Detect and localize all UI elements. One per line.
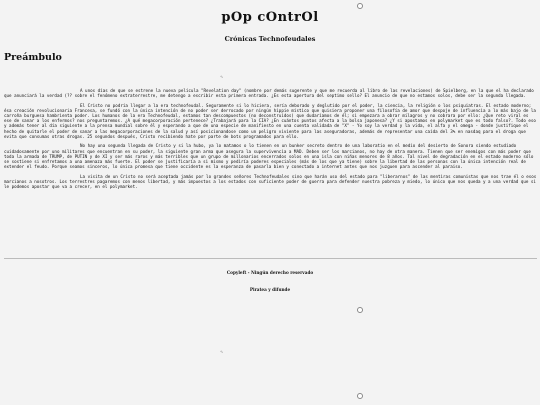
article-body bbox=[4, 88, 537, 194]
decorative-dot-footer bbox=[357, 307, 363, 313]
paragraph-4: La visita de un Cristo no será aceptada jamás por lo grandes señores Technofeudales sino que harán uso del estado para "liberarnos" de las mentiras comunistas que nos trae él o esos marcianos a nosotros. Los terrestres pagaremos con menos libertad, y más impuestos a los estados con suficiente poder de guerra para defender nuestra pobreza y miedo, lo único que nos queda y a una verdad que si le podemos apostar que va a crecer, en el polymarket. bbox=[4, 173, 537, 189]
decorative-mark: ∿ bbox=[220, 74, 224, 79]
decorative-mark-bottom: ∿ bbox=[220, 349, 224, 354]
paragraph-3: No hay una segunda llegada de Cristo y si la hubo, ya lo matamos o lo tienen en un bunker secreto dentro de una laboratio en el medio del desierto de Sonora siendo estudiado cuidadosamente por uno militares que encuentran en su poder, la siguiente gran arma que asegura la supervivencia a MAD. Deben ser los marcianos, no hay de otra manera. Tienen que ser enemigos con más poder que toda la armada de TRUMP, de PUTIN y de XI y ser más raros y más terribles que un grupo de millonarios encerrados solos en una isla con niñas menores de 8 años. Tal nivel de degradación en el estado moderno sólo se sostiene si enfretamos a una amenaza más fuerte. El poder se justificaría a si mismo y pediría poderes especiales (más de los que ya tiene) sobre la libertad de las personas con la única intención real de extender el feudo. Porque seamos sinceros, lo única promesa que tiene occidente es la esperanza de pasarla bien y conectado a internet antes que nos juzguen para ascender al paraiso. bbox=[4, 143, 534, 170]
site-title: pOp cOntrOl bbox=[221, 10, 319, 25]
footer-divider bbox=[4, 258, 537, 259]
footer-tagline: Piratea y difunde bbox=[249, 287, 291, 292]
paragraph-1: A unos días de que se estrene la nueva película "Revelation day" (nombre por demás sugerente y que me recuerda al libro de las revelaciones) de Spielberg, en la que el ha declarado que anunciará la verdad (?? sobre el fenómeno extraterrestre, me detengo a escribir esta primera entrada. ¿Es esta apertura del septimo sello? El anuncio de que no estamos solos, debe ser la segunda llegada. bbox=[4, 88, 534, 99]
site-subtitle: Crónicas Technofeudales bbox=[224, 35, 316, 43]
decorative-dot-bottom bbox=[357, 393, 363, 399]
paragraph-2: El Cristo no podría llegar a la era technofeudal. Seguramente si lo hiciera, sería deborado y deglutido por el poder, la ciencia, la religión o los psiquiatras. El estado moderno; ésa creación revolucionaria Francesa, se fundó con la única intención de no poder ser derrocado por ningún hippie místico que quisiera proponer una filosofía de amor que despoje de influencia a lo más bajo de la carroña burguesa hambrienta poder. Los humanos de la era Technofeudal, estamos tan descompuestos (no deconstruidos) que dudaríamos de él; si empezara a obrar milagros y no cobrara por ello: ¿Que reto viral es ese de sanar a los enfermos? nos preguntaremos. ¿A qué megacorporación pertenece? ¿Trabajará para la CIA? ¿En cuántos puntos afecta a la bolsa japonesa? ¿Y si apostamos en polymarket que es todo falso?. Todo eso y además tener al día siguiente a la prensa mundial sobre él y esperando a que de una especie de manifiesto en una cuenta validada de "X" - Yo soy la verdad y la vida, el alfa y el omega - donde justifique el hecho de quitarle el poder de sanar a las megacorporaciones de la salud y así posicionandose como un peligro viviente para las aseguradoras, además de representar una caída del 3% en nasdaq para el droga que evita que consumas otras drogas. 25 segundos después, Cristo recibiendo hate por parte de bots programados para ello. bbox=[4, 102, 536, 139]
section-heading: Preámbulo bbox=[4, 52, 62, 63]
copyright-text: Copyleft - Ningún derecho reservado bbox=[226, 270, 314, 275]
decorative-dot-top bbox=[357, 3, 363, 9]
